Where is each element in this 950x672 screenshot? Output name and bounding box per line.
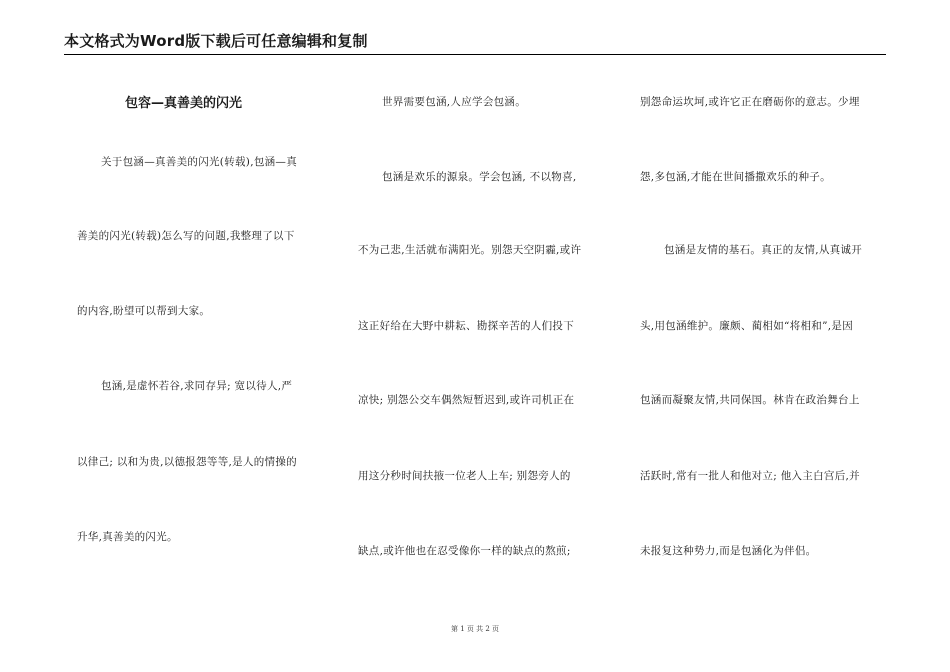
paragraph-line: 未报复这种势力,而是包涵化为伴侣。 xyxy=(640,545,817,557)
paragraph-line: 这正好给在大野中耕耘、勘探辛苦的人们投下 xyxy=(358,320,574,332)
paragraph-line: 怨,多包涵,才能在世间播撒欢乐的种子。 xyxy=(640,171,831,183)
paragraph-line: 活跃时,常有一批人和他对立; 他入主白宫后,并 xyxy=(640,470,860,482)
paragraph-line: 善美的闪光(转载)怎么写的问题,我整理了以下 xyxy=(77,230,295,242)
page-footer: 第 1 页 共 2 页 xyxy=(450,625,500,633)
paragraph-line: 以律己; 以和为贵,以德报怨等等,是人的情操的 xyxy=(77,456,297,468)
paragraph-line: 包涵是友情的基石。真正的友情,从真诚开 xyxy=(664,244,863,256)
paragraph-line: 包涵是欢乐的源泉。学会包涵, 不以物喜, xyxy=(382,171,577,183)
paragraph-line: 头,用包涵维护。廉颇、蔺相如“将相和”,是因 xyxy=(640,320,854,332)
paragraph-line: 别怨命运坎坷,或许它正在磨砺你的意志。少埋 xyxy=(640,96,860,108)
article-title: 包容—真善美的闪光 xyxy=(125,96,243,111)
header-title: 本文格式为Word版下载后可任意编辑和复制 xyxy=(64,32,368,50)
paragraph-line: 用这分秒时间扶掖一位老人上车; 别怨旁人的 xyxy=(358,470,571,482)
paragraph-line: 缺点,或许他也在忍受像你一样的缺点的熬煎; xyxy=(358,545,571,557)
paragraph-line: 不为己悲,生活就布满阳光。别怨天空阴霾,或许 xyxy=(358,244,582,256)
paragraph-line: 的内容,盼望可以帮到大家。 xyxy=(77,305,211,317)
paragraph-line: 关于包涵—真善美的闪光(转载),包涵—真 xyxy=(101,156,298,168)
paragraph-line: 凉快; 别怨公交车偶然短暂迟到,或许司机正在 xyxy=(358,394,575,406)
paragraph-line: 升华,真善美的闪光。 xyxy=(77,531,178,543)
paragraph-line: 包涵而凝聚友情,共同保国。林肯在政治舞台上 xyxy=(640,394,860,406)
paragraph-line: 世界需要包涵,人应学会包涵。 xyxy=(382,96,527,108)
document-header xyxy=(64,32,886,55)
paragraph-line: 包涵,是虚怀若谷,求同存异; 宽以待人,严 xyxy=(101,380,293,392)
